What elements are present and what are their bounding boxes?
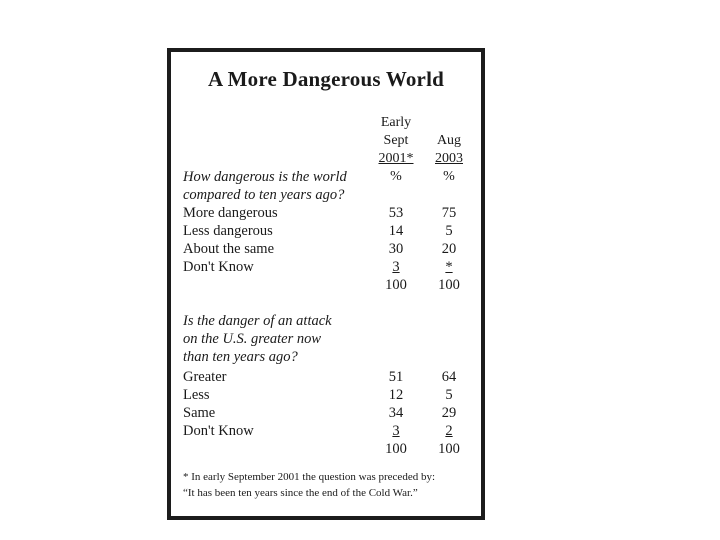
total-row	[183, 276, 481, 294]
row-label: Don't Know	[183, 423, 254, 439]
total-2003: 100	[438, 277, 460, 293]
q2-question-line3: than ten years ago?	[183, 349, 298, 365]
value-2001: 3	[392, 423, 400, 439]
value-2001: 30	[388, 241, 404, 257]
value-2003: 5	[445, 387, 453, 403]
table-row	[183, 404, 481, 422]
row-label: Same	[183, 405, 216, 421]
value-2003: 2	[445, 423, 453, 439]
total-2001: 100	[385, 277, 407, 293]
table-row	[183, 240, 481, 258]
col1-header-year: 2001*	[378, 151, 414, 166]
q1-question-line1: How dangerous is the world	[183, 169, 347, 185]
table-row	[183, 204, 481, 222]
value-2001: 14	[388, 223, 404, 239]
value-2003: 29	[441, 405, 457, 421]
footnote-line2: “It has been ten years since the end of the Cold War.”	[183, 487, 418, 499]
row-label: About the same	[183, 241, 275, 257]
table-row	[183, 422, 481, 440]
total-2003: 100	[438, 441, 460, 457]
col1-header-percent: %	[390, 169, 402, 184]
value-2003: 75	[441, 205, 457, 221]
footnote	[183, 469, 435, 501]
total-2001: 100	[385, 441, 407, 457]
row-label: More dangerous	[183, 205, 278, 221]
value-2003: 5	[445, 223, 453, 239]
table-row	[183, 386, 481, 404]
footnote-line1: * In early September 2001 the question was preceded by:	[183, 471, 436, 483]
col2-header-year: 2003	[435, 151, 463, 166]
value-2003: *	[445, 259, 453, 275]
table-panel	[171, 52, 481, 516]
row-label: Less dangerous	[183, 223, 273, 239]
table-title: A More Dangerous World	[208, 67, 444, 91]
col1-header-sept: Sept	[383, 133, 409, 148]
value-2003: 20	[441, 241, 457, 257]
col2-header-percent: %	[443, 169, 455, 184]
table-row	[183, 258, 481, 276]
q2-question-line2: on the U.S. greater now	[183, 331, 322, 347]
value-2001: 34	[388, 405, 404, 421]
col2-header-aug: Aug	[436, 133, 462, 148]
row-label: Don't Know	[183, 259, 254, 275]
value-2003: 64	[441, 369, 457, 385]
table-row	[183, 368, 481, 386]
value-2001: 53	[388, 205, 404, 221]
value-2001: 51	[388, 369, 404, 385]
q1-question-line2: compared to ten years ago?	[183, 187, 345, 203]
q2-question-line1: Is the danger of an attack	[183, 313, 332, 329]
col1-header-early: Early	[380, 115, 412, 130]
figure-frame	[167, 48, 485, 520]
row-label: Greater	[183, 369, 227, 385]
row-label: Less	[183, 387, 210, 403]
total-row	[183, 440, 481, 458]
value-2001: 12	[388, 387, 404, 403]
table-row	[183, 222, 481, 240]
value-2001: 3	[392, 259, 400, 275]
